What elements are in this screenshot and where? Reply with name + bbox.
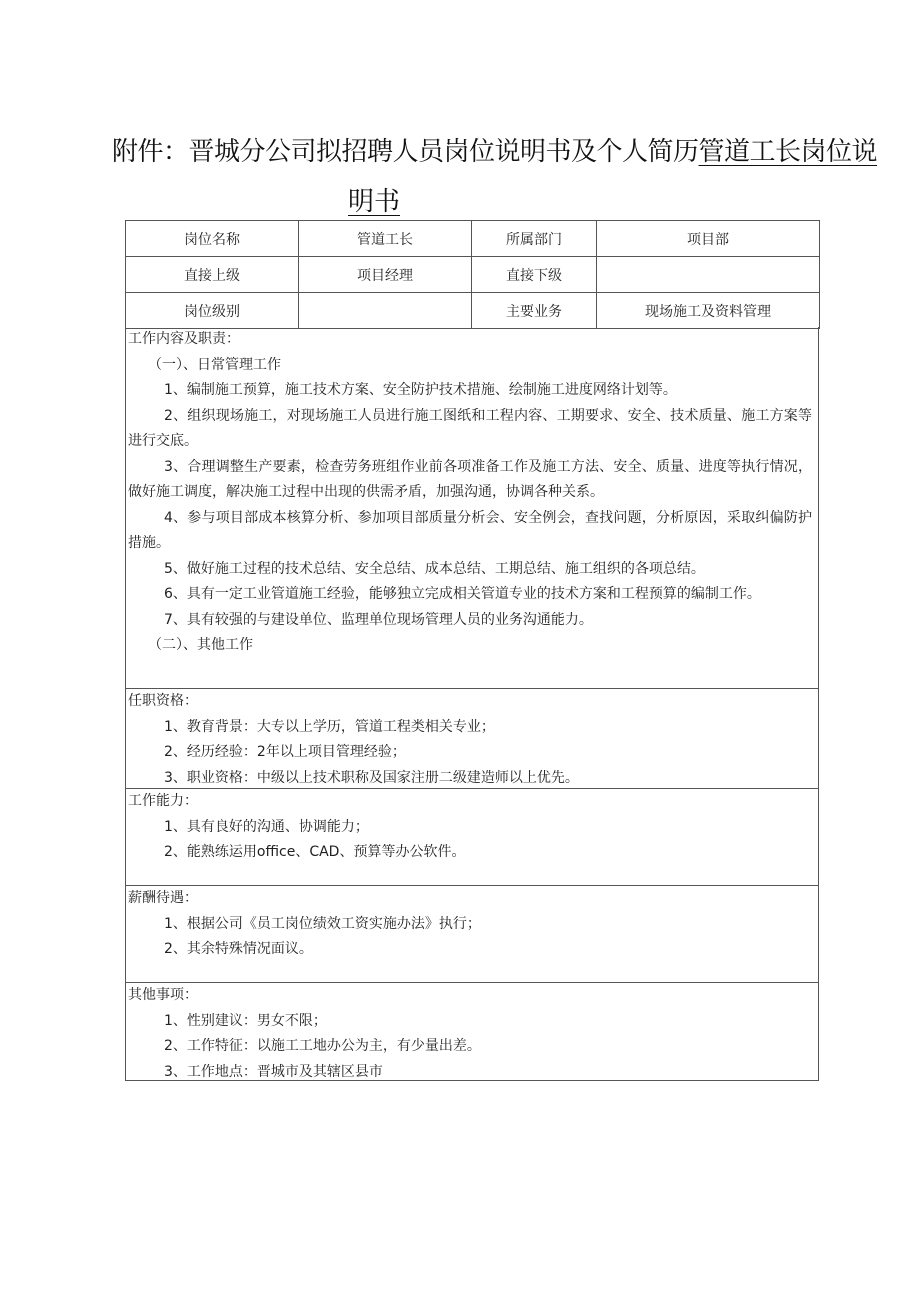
other-item: 2、工作特征：以施工工地办公为主，有少量出差。	[164, 1038, 481, 1054]
abilities-section	[125, 789, 819, 886]
duty-item: 6、具有一定工业管道施工经验，能够独立完成相关管道专业的技术方案和工程预算的编制工作。	[164, 586, 761, 602]
value-direct-subordinate	[597, 257, 820, 293]
duties-subheading-daily: （一）、日常管理工作	[148, 356, 281, 373]
table-row	[126, 257, 820, 293]
value-department: 项目部	[597, 221, 820, 257]
other-item: 1、性别建议：男女不限；	[164, 1012, 327, 1029]
qualifications-section	[125, 689, 819, 789]
value-position-name: 管道工长	[299, 221, 472, 257]
other-item: 3、工作地点：晋城市及其辖区县市	[164, 1063, 383, 1080]
duty-item: 2、组织现场施工，对现场施工人员进行施工图纸和工程内容、工期要求、安全、技术质量、施工方案等进行交底。	[128, 407, 812, 449]
label-department: 所属部门	[472, 221, 597, 257]
table-row	[126, 221, 820, 257]
salary-section	[125, 886, 819, 983]
label-direct-superior: 直接上级	[126, 257, 299, 293]
document-title	[112, 127, 878, 227]
qualification-item: 2、经历经验：2年以上项目管理经验；	[164, 744, 406, 760]
abilities-title: 工作能力：	[128, 793, 198, 809]
other-title: 其他事项：	[128, 987, 198, 1003]
duties-section	[125, 327, 819, 689]
salary-item: 2、其余特殊情况面议。	[164, 941, 313, 957]
duty-item: 1、编制施工预算，施工技术方案、安全防护技术措施、绘制施工进度网络计划等。	[164, 382, 677, 398]
position-info-table	[125, 220, 820, 329]
label-position-level: 岗位级别	[126, 293, 299, 329]
qualifications-title: 任职资格：	[128, 693, 198, 709]
label-direct-subordinate: 直接下级	[472, 257, 597, 293]
title-text: 附件：晋城分公司拟招聘人员岗位说明书及个人简历	[112, 137, 699, 167]
duties-title: 工作内容及职责：	[128, 331, 240, 347]
value-position-level	[299, 293, 472, 329]
duty-item: 7、具有较强的与建设单位、监理单位现场管理人员的业务沟通能力。	[164, 611, 593, 628]
qualification-item: 3、职业资格：中级以上技术职称及国家注册二级建造师以上优先。	[164, 769, 579, 786]
ability-item: 2、能熟练运用office、CAD、预算等办公软件。	[164, 844, 466, 860]
label-position-name: 岗位名称	[126, 221, 299, 257]
duty-item: 5、做好施工过程的技术总结、安全总结、成本总结、工期总结、施工组织的各项总结。	[164, 560, 705, 577]
title-underlined-text: 管道工长岗位说	[698, 137, 878, 167]
duties-subheading-other: （二）、其他工作	[148, 637, 253, 653]
title-underlined-text-line2: 明书	[348, 187, 401, 217]
salary-item: 1、根据公司《员工岗位绩效工资实施办法》执行；	[164, 915, 481, 932]
table-row	[126, 293, 820, 329]
salary-title: 薪酬待遇：	[128, 890, 198, 906]
label-main-business: 主要业务	[472, 293, 597, 329]
value-main-business: 现场施工及资料管理	[597, 293, 820, 329]
ability-item: 1、具有良好的沟通、协调能力；	[164, 818, 369, 835]
duty-item: 4、参与项目部成本核算分析、参加项目部质量分析会、安全例会，查找问题，分析原因，采取纠偏防护措施。	[128, 509, 812, 551]
other-section	[125, 983, 819, 1081]
duty-item: 3、合理调整生产要素，检查劳务班组作业前各项准备工作及施工方法、安全、质量、进度等执行情况，做好施工调度，解决施工过程中出现的供需矛盾，加强沟通，协调各种关系。	[128, 458, 812, 500]
value-direct-superior: 项目经理	[299, 257, 472, 293]
qualification-item: 1、教育背景：大专以上学历，管道工程类相关专业；	[164, 718, 495, 735]
